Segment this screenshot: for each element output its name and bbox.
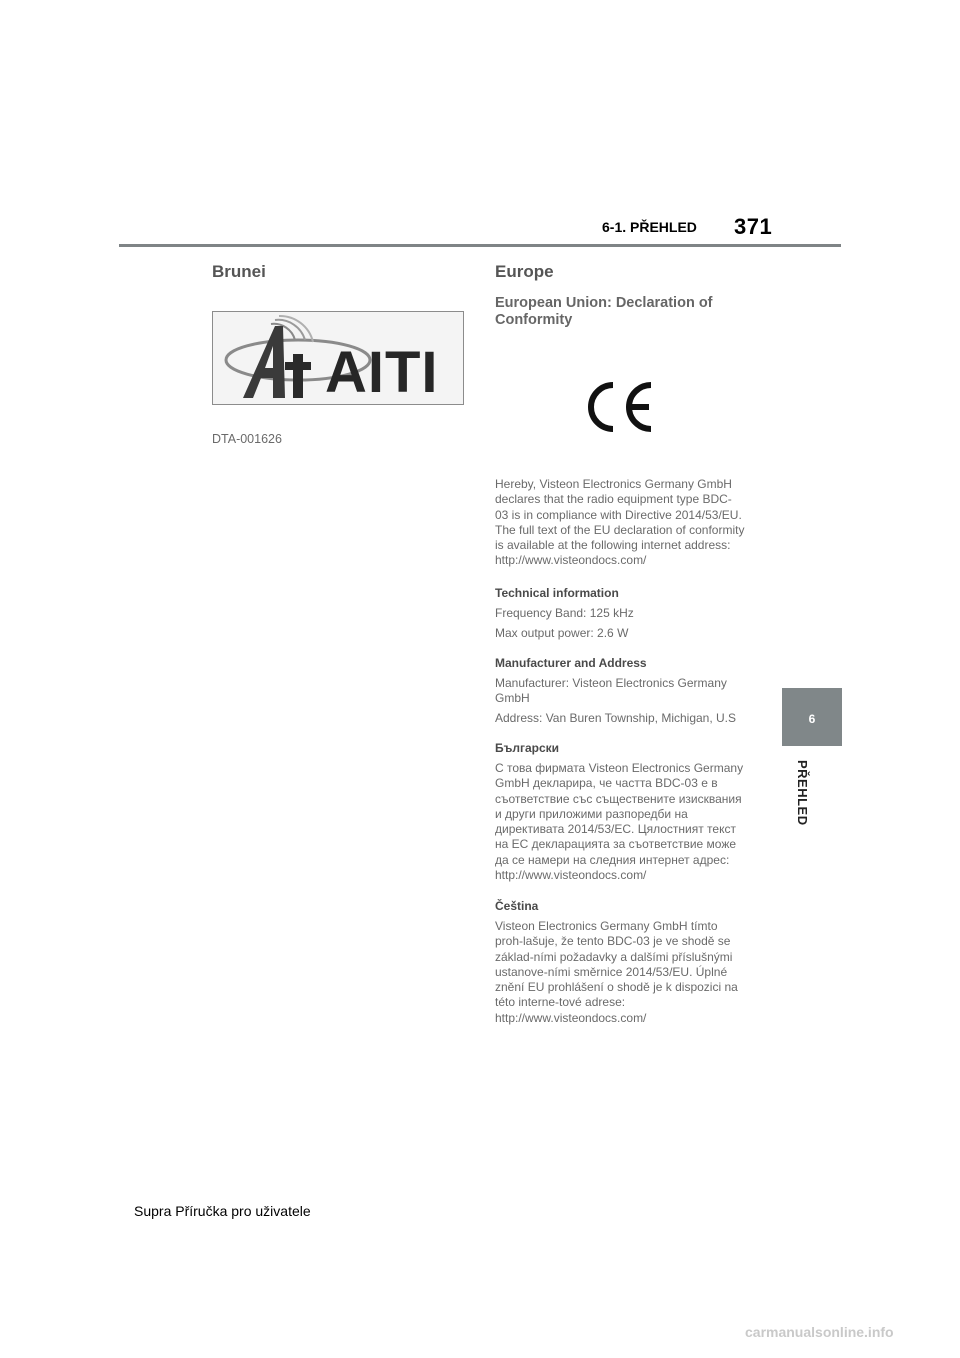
brunei-section [212, 262, 466, 446]
section-title: 6-1. PŘEHLED [602, 219, 697, 235]
eu-declaration-text: Hereby, Visteon Electronics Germany GmbH declares that the radio equipment type BDC-03 is in compliance with Directive 2014/53/EU. The full text of the EU declaration of conformity is available at the following internet address: http://www.visteondocs.com/ [495, 477, 745, 568]
bulgarian-text: С това фирмата Visteon Electronics Germany GmbH декларира, че частта BDC-03 е в съответствие със съществените изисквания и други приложими разпоредби на директивата 2014/53/EC. Цялостният текст на ЕС декларацията за съответствие може да се намери на следния интернет адрес: http://www.visteondocs.com/ [495, 761, 744, 883]
bulgarian-heading: Български [495, 741, 560, 755]
manual-title-footer: Supra Příručka pro uživatele [134, 1203, 311, 1219]
header-divider [119, 244, 841, 247]
aiti-logo-icon [213, 312, 463, 404]
aiti-logo-text: AITI [325, 340, 439, 404]
europe-heading: Europe [495, 262, 554, 281]
czech-text: Visteon Electronics Germany GmbH tímto proh-lašuje, že tento BDC-03 je ve shodě se základ-ními požadavky a dalšími příslušnými ustanove-ními směrnice 2014/53/EU. Úplné znění EU prohlášení o shodě je k dispozici na této interne-tové adrese: http://www.visteondocs.com/ [495, 919, 738, 1025]
watermark: carmanualsonline.info [745, 1324, 894, 1340]
eu-declaration-heading: European Union: Declaration of Conformity [495, 295, 713, 328]
aiti-logo [212, 311, 464, 405]
manufacturer-name: Manufacturer: Visteon Electronics Germany GmbH [495, 676, 727, 706]
chapter-label-text: PŘEHLED [795, 760, 810, 826]
chapter-tab [782, 688, 842, 746]
dta-code: DTA-001626 [212, 432, 282, 446]
max-output-power: Max output power: 2.6 W [495, 626, 629, 640]
page-number: 371 [734, 214, 773, 239]
chapter-label [795, 760, 820, 840]
frequency-band: Frequency Band: 125 kHz [495, 606, 634, 620]
chapter-number: 6 [808, 712, 816, 726]
ce-mark-icon [583, 377, 659, 442]
brunei-heading: Brunei [212, 262, 266, 281]
technical-information-heading: Technical information [495, 586, 619, 600]
manufacturer-address: Address: Van Buren Township, Michigan, U.S [495, 711, 737, 725]
czech-heading: Čeština [495, 899, 539, 913]
manufacturer-heading: Manufacturer and Address [495, 656, 647, 670]
europe-section [495, 262, 745, 1025]
